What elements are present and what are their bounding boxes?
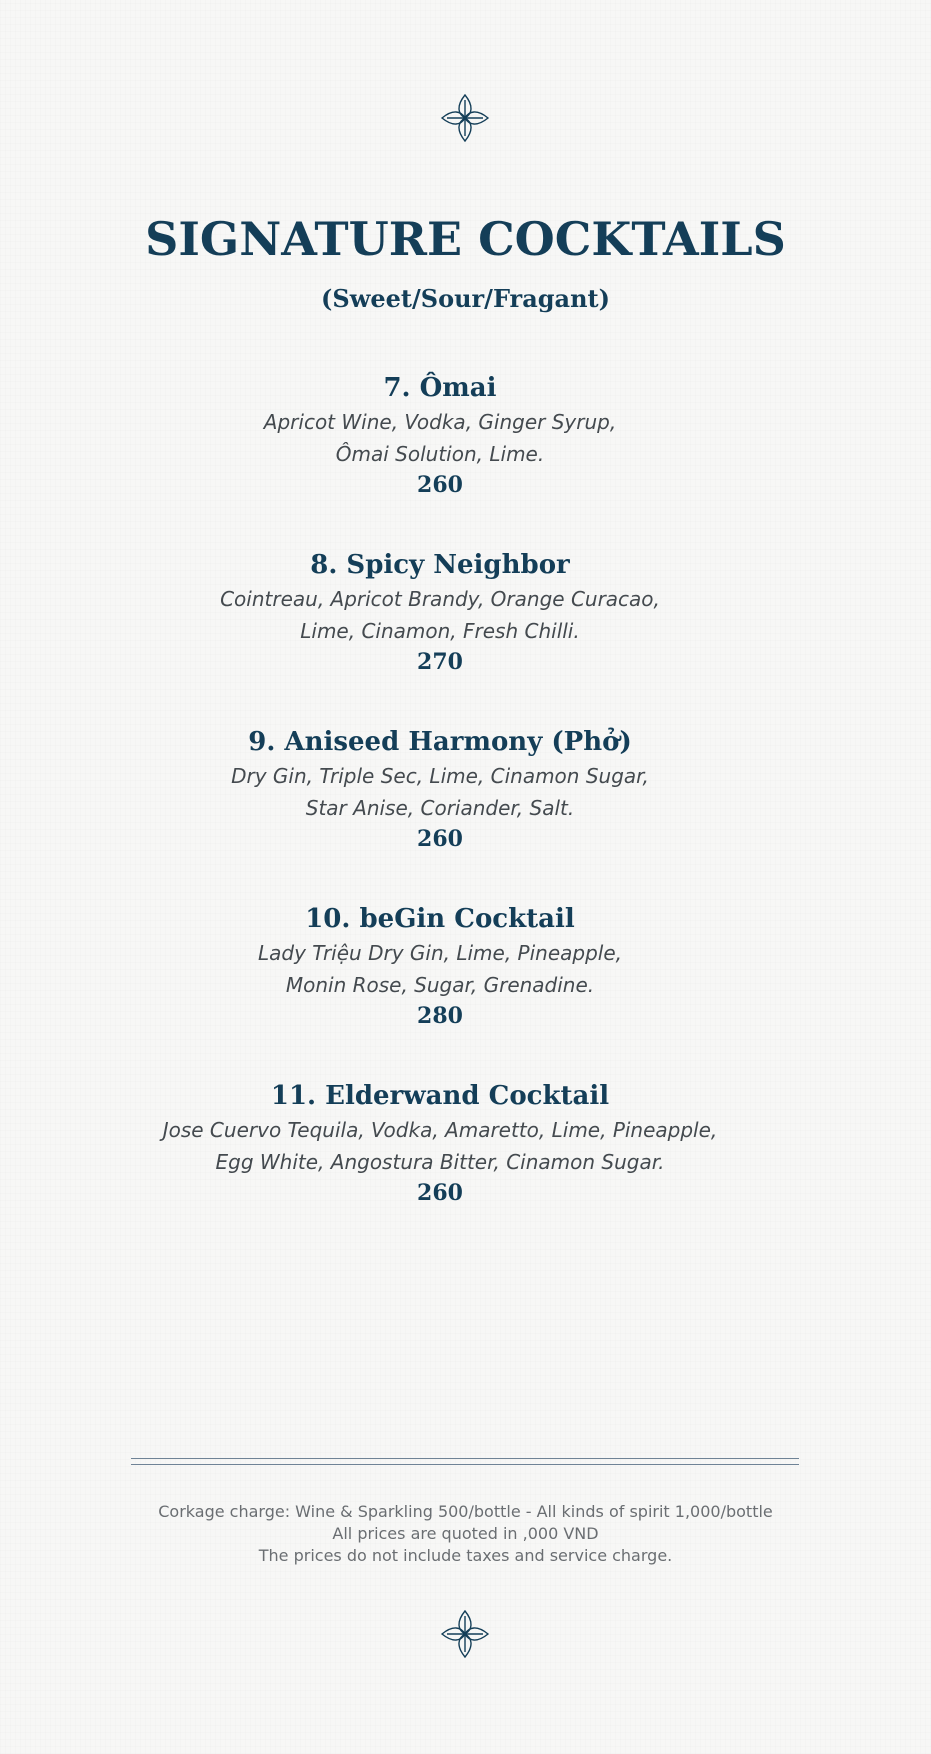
page-title: SIGNATURE COCKTAILS (145, 212, 786, 266)
menu-item (0, 901, 880, 1078)
item-name: 7. Ômai (383, 373, 497, 403)
item-description: Dry Gin, Triple Sec, Lime, Cinamon Sugar, (231, 764, 649, 788)
item-description: Egg White, Angostura Bitter, Cinamon Sugar. (215, 1150, 665, 1174)
item-price: 260 (417, 826, 463, 852)
item-description: Lady Triệu Dry Gin, Lime, Pineapple, (258, 941, 622, 965)
item-name: 8. Spicy Neighbor (310, 550, 570, 580)
item-description: Ômai Solution, Lime. (335, 442, 545, 466)
item-name: 11. Elderwand Cocktail (270, 1081, 610, 1111)
four-petal-flower-icon (440, 92, 490, 144)
corkage-note: Corkage charge: Wine & Sparkling 500/bottle - All kinds of spirit 1,000/bottle (158, 1502, 773, 1521)
footer-notes (0, 1501, 931, 1567)
item-price: 260 (417, 472, 463, 498)
item-price: 260 (417, 1180, 463, 1206)
item-description: Jose Cuervo Tequila, Vodka, Amaretto, Lime, Pineapple, (162, 1118, 718, 1142)
item-description: Apricot Wine, Vodka, Ginger Syrup, (263, 410, 617, 434)
four-petal-flower-icon (440, 1608, 490, 1660)
menu-item (0, 1078, 880, 1255)
page-subtitle: (Sweet/Sour/Fragant) (321, 284, 610, 313)
item-price: 280 (417, 1003, 463, 1029)
currency-note: All prices are quoted in ,000 VND (332, 1524, 599, 1543)
cocktail-list (0, 370, 880, 1255)
menu-item (0, 724, 880, 901)
item-name: 9. Aniseed Harmony (Phở) (248, 727, 632, 757)
menu-item (0, 547, 880, 724)
item-price: 270 (417, 649, 463, 675)
tax-note: The prices do not include taxes and service charge. (258, 1546, 673, 1565)
item-description: Monin Rose, Sugar, Grenadine. (285, 973, 595, 997)
item-description: Star Anise, Coriander, Salt. (305, 796, 575, 820)
item-name: 10. beGin Cocktail (305, 904, 575, 934)
double-divider (131, 1458, 799, 1465)
menu-item (0, 370, 880, 547)
item-description: Cointreau, Apricot Brandy, Orange Curacao, (220, 587, 660, 611)
item-description: Lime, Cinamon, Fresh Chilli. (300, 619, 580, 643)
